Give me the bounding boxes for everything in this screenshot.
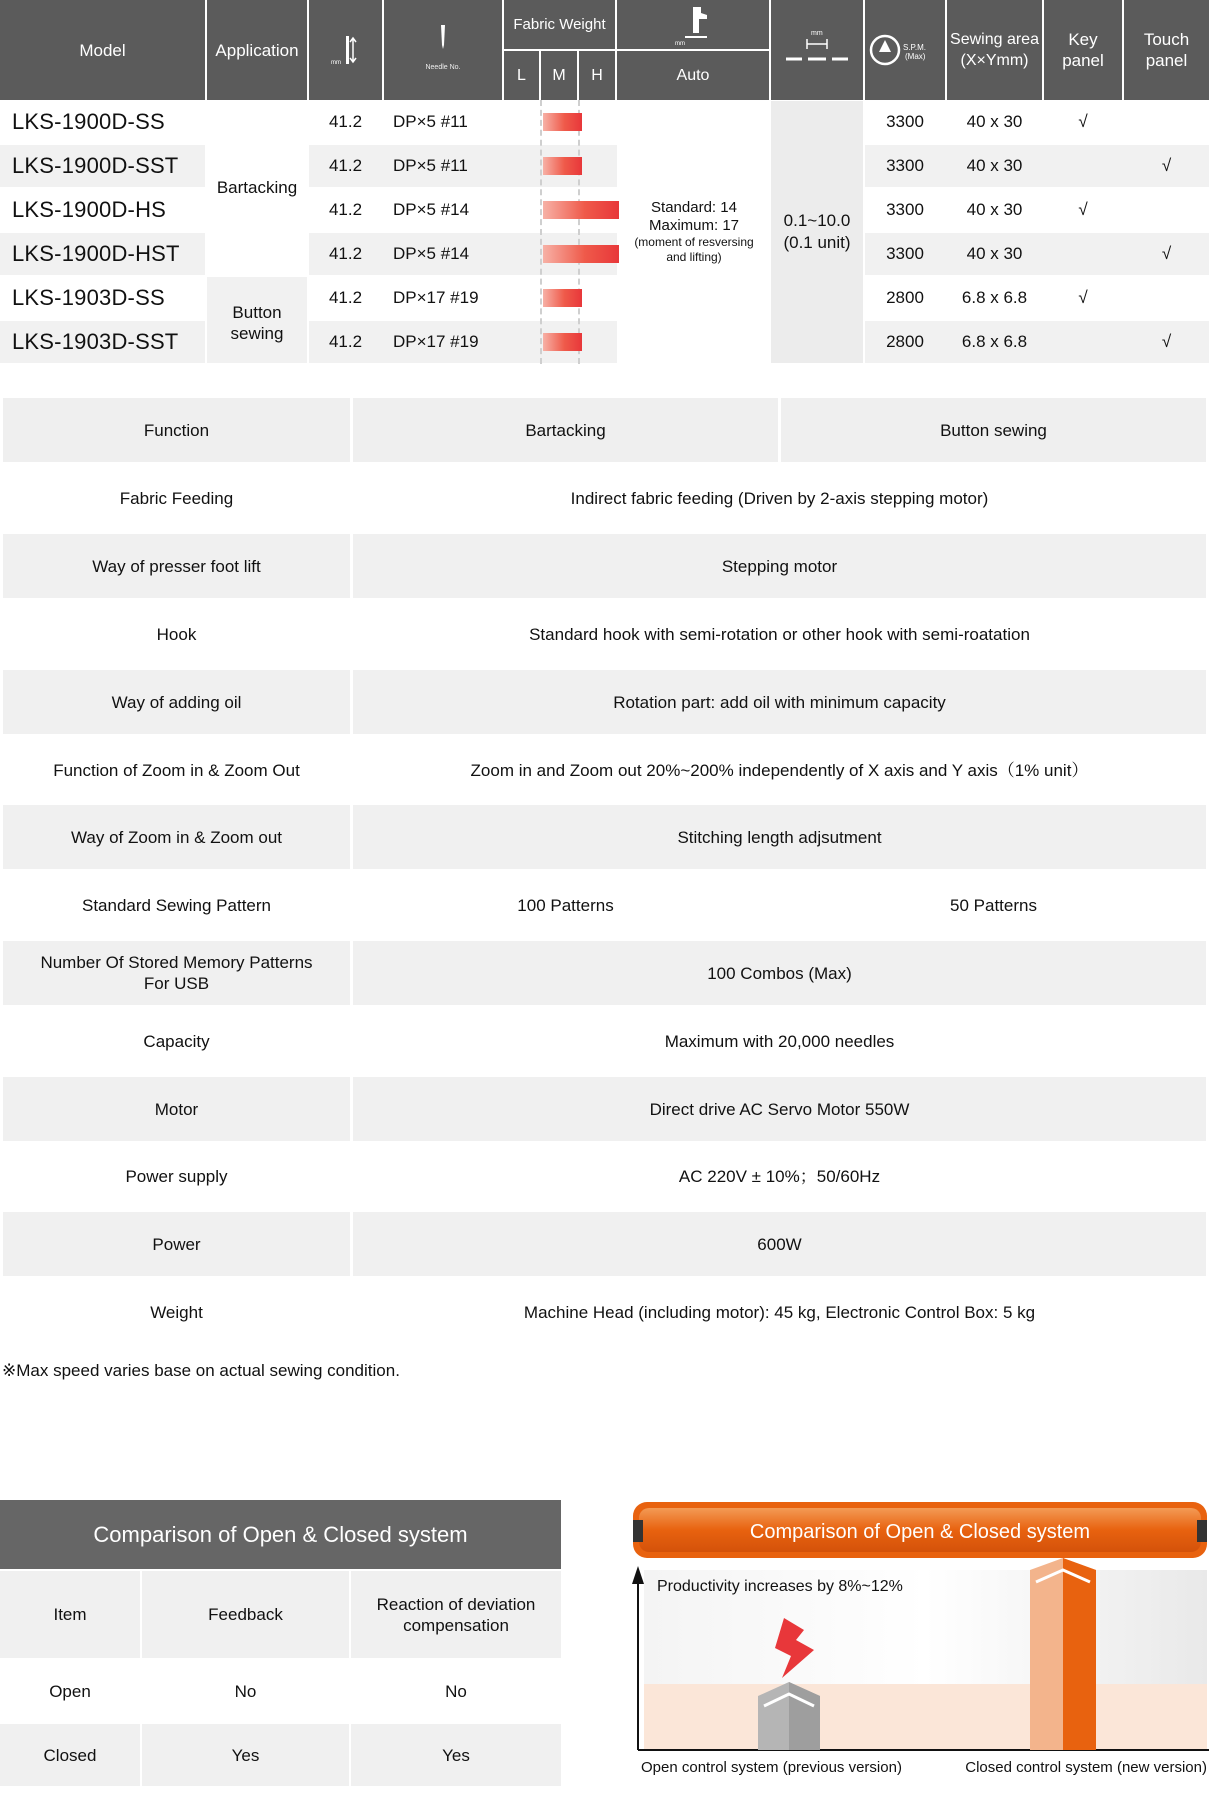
spm-value: 2800 [886,288,924,307]
comparison-chart [631,1500,1209,1795]
touch-panel-check [1124,100,1209,144]
spec-label: Function of Zoom in & Zoom Out [53,760,300,780]
needle-value: DP×17 #19 [393,288,479,307]
sewing-area-value: 6.8 x 6.8 [961,332,1028,351]
svg-text:(Max): (Max) [905,52,926,61]
key-panel-check [1044,232,1122,276]
header-stroke [309,0,382,100]
spec-row [0,1144,1209,1208]
key-panel-check: √ [1078,112,1088,131]
header-fabric-h: H [579,51,615,100]
spec-value: Indirect fabric feeding (Driven by 2-axis stepping motor) [570,488,989,508]
comparison-row-reaction: Yes [351,1724,561,1786]
spm-value: 2800 [886,332,924,351]
comparison-row-item: Closed [0,1724,140,1786]
sewing-area-value: 40 x 30 [966,112,1023,131]
model-name: LKS-1900D-HS [12,197,167,222]
fabric-weight-bar [543,113,582,131]
key-panel-check: √ [1078,200,1088,219]
spec-value: Direct drive AC Servo Motor 550W [353,1077,1206,1141]
banner-left-cap [633,1520,643,1542]
chart-category-label: Closed control system (new version) [965,1759,1207,1776]
touch-panel-check: √ [1161,244,1172,263]
spec-row [0,602,1209,666]
spec-row [0,534,1209,598]
header-touch-panel: Touch panel [1124,0,1209,100]
fabric-weight-bar [543,289,582,307]
needle-bar-stroke-icon [326,30,366,70]
svg-text:mm: mm [330,60,341,66]
needle-value: DP×5 #11 [393,112,468,131]
svg-text:S.P.M.: S.P.M. [903,43,926,52]
fabric-weight-bar [543,245,619,263]
spec-row [0,466,1209,530]
comparison-chart-svg [631,1500,1209,1795]
key-panel-check: √ [1078,288,1088,307]
spec-label: Way of Zoom in & Zoom out [3,805,350,869]
spec-row [0,670,1209,734]
spm-speed-icon [867,30,943,70]
header-presser-lift [617,0,769,49]
presser-foot-icon [663,3,723,47]
spm-value: 3300 [886,112,924,131]
fabric-guide-l [540,100,542,364]
banner-right-cap [1197,1520,1207,1542]
spec-row [0,1077,1209,1141]
comparison-header-item: Item [0,1571,140,1658]
spec-row [0,805,1209,869]
touch-panel-check: √ [1161,156,1172,175]
spec-value: Standard hook with semi-rotation or other hook with semi-roatation [529,624,1030,644]
header-spm [865,0,945,100]
sewing-area-value: 40 x 30 [966,200,1023,219]
fabric-weight-bar [543,201,619,219]
spm-value: 3300 [886,200,924,219]
models-table-header [0,0,1209,100]
touch-panel-check [1124,276,1209,320]
comparison-table-title: Comparison of Open & Closed system [0,1500,561,1569]
fabric-weight-bar [543,333,582,351]
header-fabric-weight: Fabric Weight [504,0,615,49]
model-name: LKS-1900D-SST [12,153,179,178]
spec-value: Rotation part: add oil with minimum capacity [353,670,1206,734]
spec-header-function: Function [3,398,350,462]
needle-value: DP×17 #19 [393,332,479,351]
chart-baseline-band [644,1684,1207,1750]
spec-row [0,873,1209,937]
spec-value: Stitching length adjsutment [353,805,1206,869]
spec-value-bartacking: 100 Patterns [517,895,614,915]
model-name: LKS-1903D-SST [12,329,179,354]
header-sewing-area: Sewing area (X×Ymm) [947,0,1042,100]
comparison-row-item: Open [49,1681,91,1701]
needle-value: DP×5 #14 [393,200,470,219]
stitch-length-value: 0.1~10.0 (0.1 unit) [783,211,851,252]
stroke-value: 41.2 [328,200,363,219]
spec-label: Standard Sewing Pattern [81,895,271,915]
stroke-value: 41.2 [328,288,363,307]
spec-value: 100 Combos (Max) [353,941,1206,1005]
application-bartacking: Bartacking [216,178,298,197]
spec-value: AC 220V ± 10%；50/60Hz [678,1166,881,1186]
spec-row [0,1280,1209,1344]
spec-row [0,1212,1209,1276]
needle-value: DP×5 #11 [393,156,468,175]
spec-row [0,738,1209,802]
comparison-header-feedback: Feedback [142,1571,349,1658]
header-auto: Auto [617,51,769,100]
spec-label: Power [3,1212,350,1276]
model-name: LKS-1900D-HST [12,241,180,266]
auto-lift-value: Standard: 14 Maximum: 17 (moment of resversing and lifting) [634,199,754,264]
spec-label: Power supply [125,1166,228,1186]
sewing-area-value: 40 x 30 [966,244,1023,263]
model-name: LKS-1900D-SS [12,109,165,134]
comparison-row-feedback: Yes [142,1724,349,1786]
touch-panel-check [1124,188,1209,232]
header-divider [504,49,769,51]
stroke-value: 41.2 [328,112,363,131]
spec-row [0,941,1209,1005]
spm-value: 3300 [886,156,924,175]
spec-label: Weight [150,1302,203,1322]
spec-label: Way of presser foot lift [3,534,350,598]
chart-category-label: Open control system (previous version) [641,1759,902,1776]
fabric-weight-bar [543,157,582,175]
chart-annotation: Productivity increases by 8%~12% [657,1578,903,1595]
svg-text:mm: mm [811,30,823,37]
comparison-row-feedback: No [234,1681,257,1701]
svg-text:mm: mm [675,40,685,47]
footnote: ※Max speed varies base on actual sewing condition. [2,1361,400,1380]
spec-value: 600W [353,1212,1206,1276]
header-key-panel: Key panel [1044,0,1122,100]
header-needle: Needle No. [384,0,502,100]
header-model: Model [0,0,205,100]
comparison-row-reaction: No [445,1681,467,1701]
model-name: LKS-1903D-SS [12,285,165,310]
stitch-length-icon [782,25,852,75]
spec-label: Hook [156,624,197,644]
spec-header-bartacking: Bartacking [353,398,778,462]
spec-label: Way of adding oil [3,670,350,734]
spec-header-button-sewing: Button sewing [781,398,1206,462]
header-application: Application [207,0,307,100]
chart-title: Comparison of Open & Closed system [749,1521,1091,1543]
spec-value: Maximum with 20,000 needles [664,1031,895,1051]
spm-value: 3300 [886,244,924,263]
key-panel-check [1044,144,1122,188]
sewing-area-value: 40 x 30 [966,156,1023,175]
header-stitch-length [771,0,863,100]
stroke-value: 41.2 [328,156,363,175]
spec-label: Motor [3,1077,350,1141]
key-panel-check [1044,320,1122,364]
header-fabric-l: L [504,51,539,100]
comparison-header-reaction: Reaction of deviation compensation [351,1571,561,1658]
stroke-value: 41.2 [328,332,363,351]
header-fabric-m: M [541,51,577,100]
spec-value: Machine Head (including motor): 45 kg, Electronic Control Box: 5 kg [523,1302,1036,1322]
spec-label: Number Of Stored Memory Patterns For USB [3,941,350,1005]
touch-panel-check: √ [1161,332,1172,351]
spec-header-row [0,398,1209,462]
fabric-guide-m [578,100,580,364]
spec-row [0,1009,1209,1073]
application-button-sewing: Button sewing [230,303,284,343]
sewing-area-value: 6.8 x 6.8 [961,288,1028,307]
spec-label: Fabric Feeding [119,488,234,508]
needle-icon [423,23,463,57]
spec-label: Capacity [143,1031,210,1051]
needle-value: DP×5 #14 [393,244,470,263]
arrow-up-icon [632,1566,644,1584]
spec-value-button: 50 Patterns [950,895,1037,915]
spec-value: Stepping motor [353,534,1206,598]
spec-value: Zoom in and Zoom out 20%~200% independently of X axis and Y axis（1% unit） [470,760,1089,780]
stroke-value: 41.2 [328,244,363,263]
